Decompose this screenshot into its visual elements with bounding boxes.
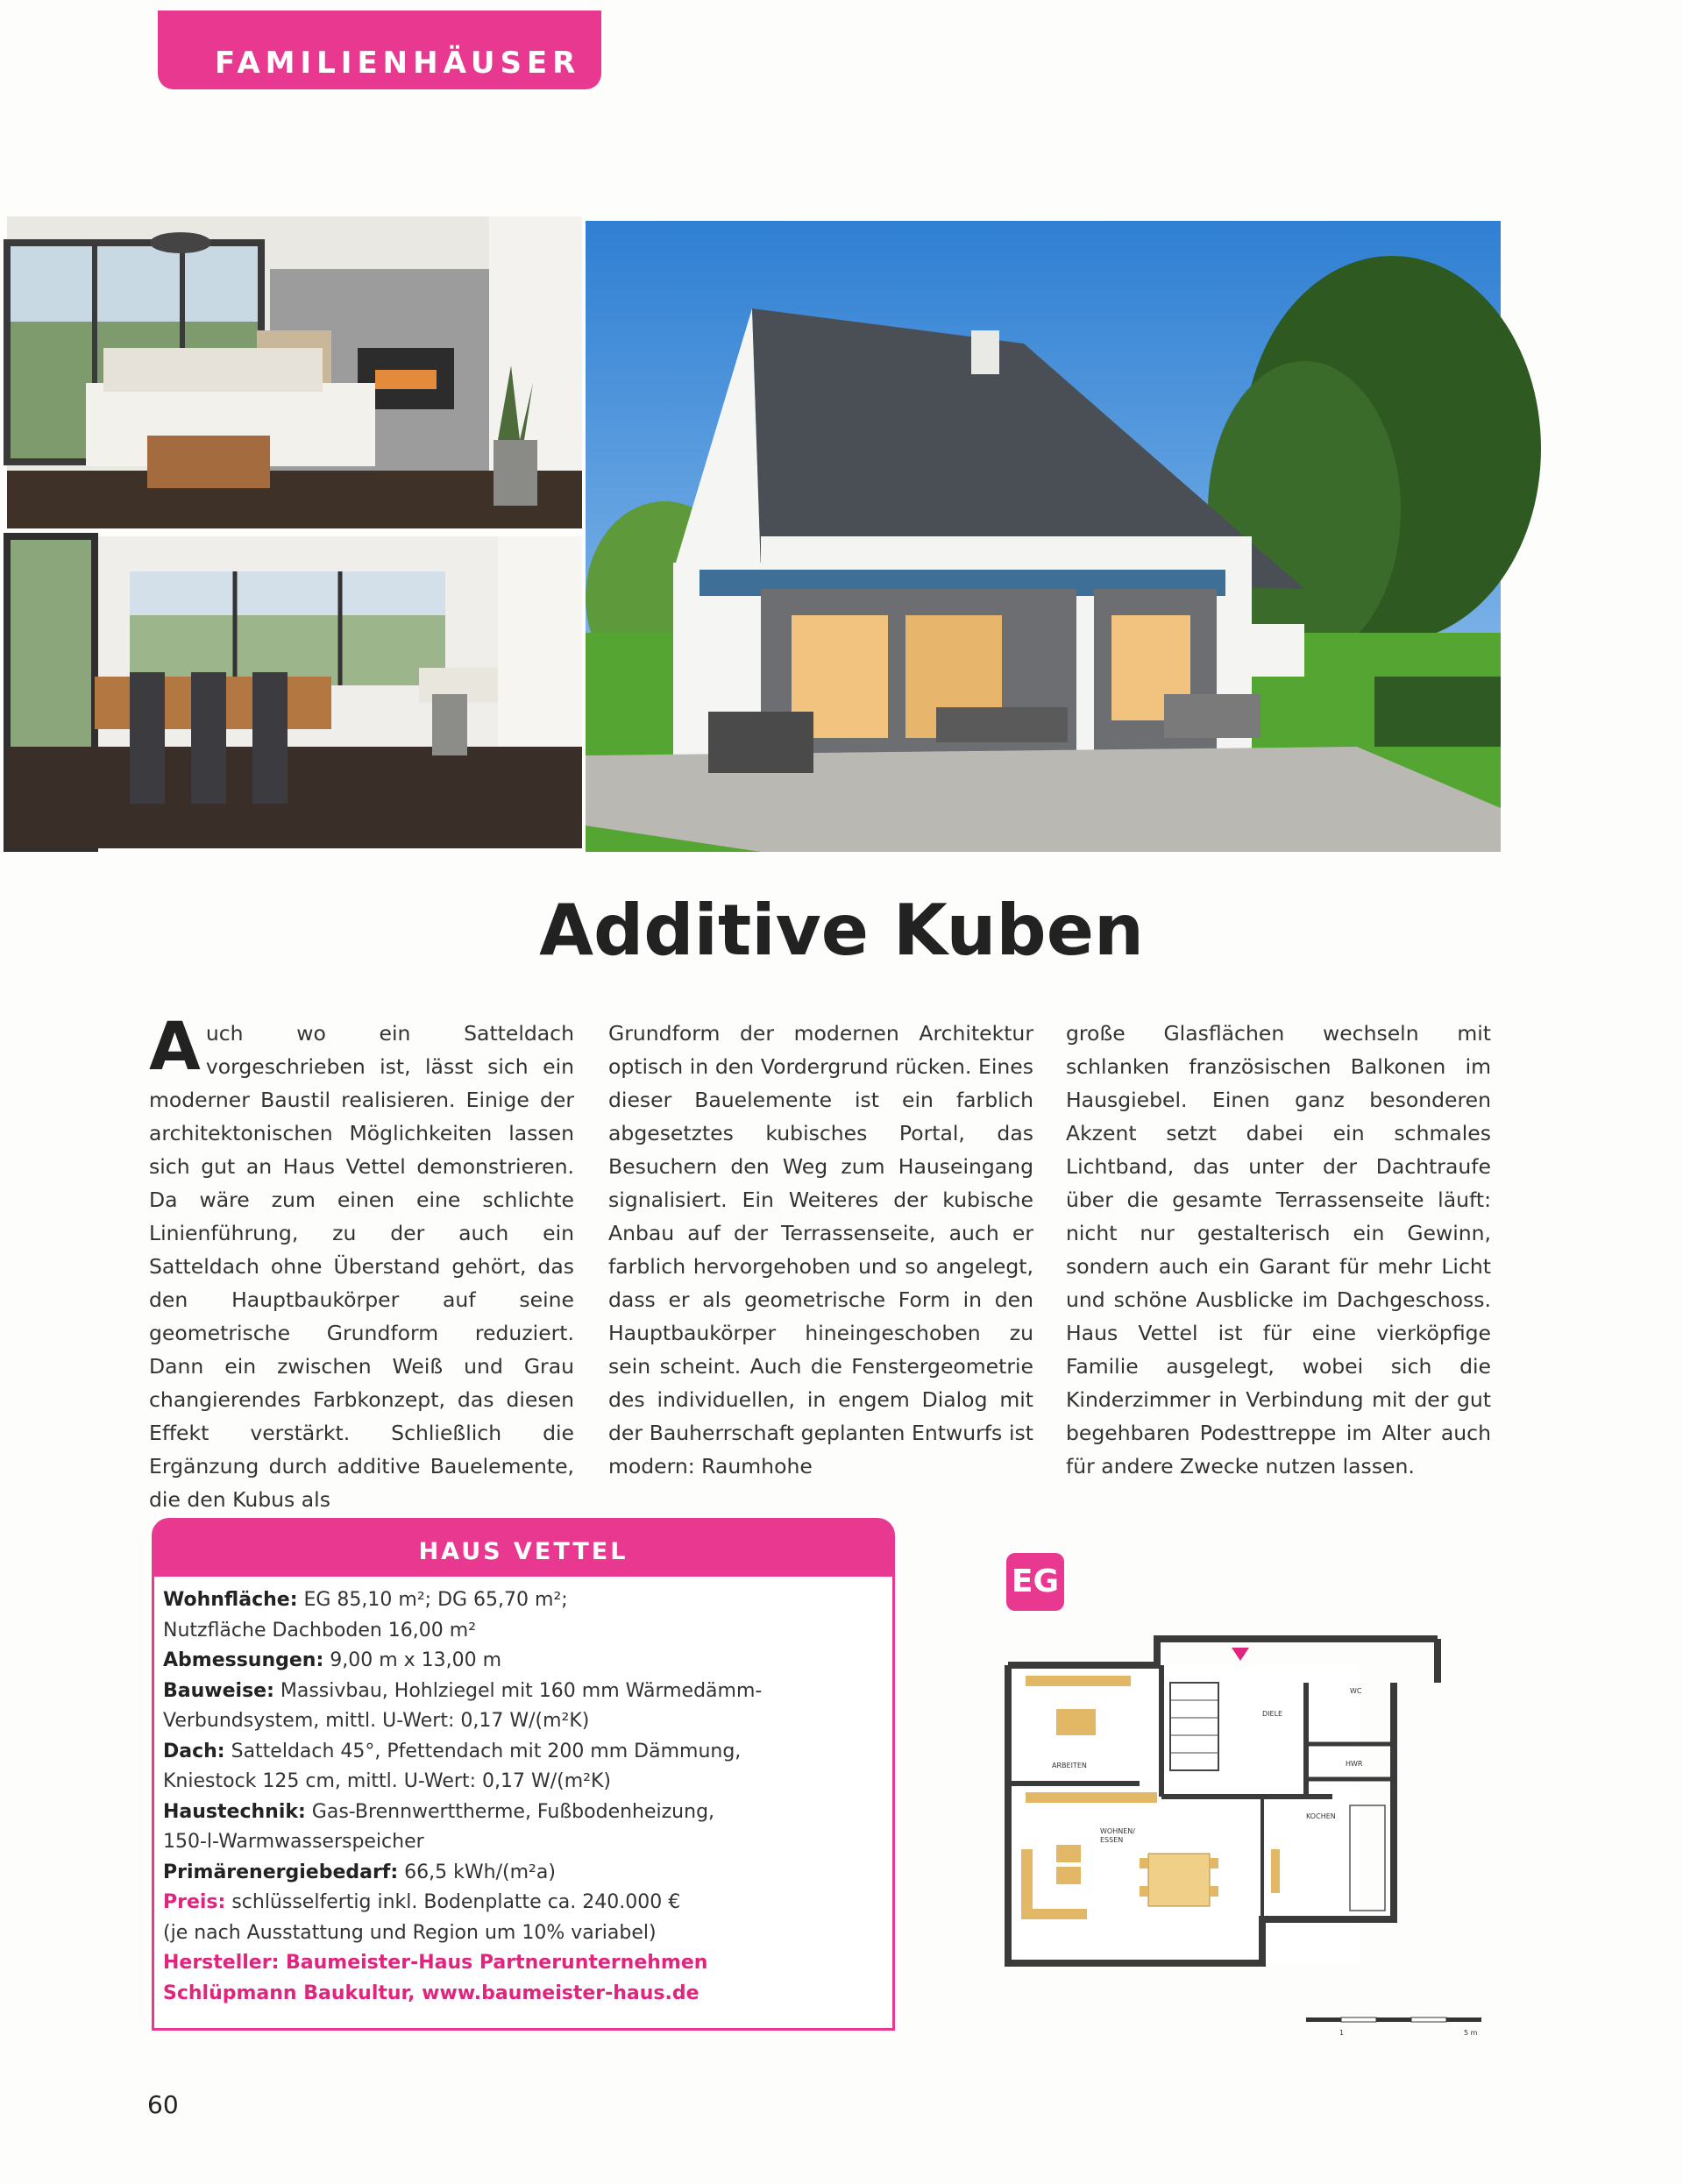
section-tab-label: FAMILIENHÄUSER (215, 46, 581, 81)
floorplan-badge: EG (1006, 1553, 1064, 1611)
fact-dach-cont: Kniestock 125 cm, mittl. U-Wert: 0,17 W/(m²K) (163, 1770, 611, 1792)
room-label-arbeiten: ARBEITEN (1052, 1762, 1087, 1769)
scale-end-label: 5 m (1464, 2029, 1478, 2037)
scale-start-label: 1 (1339, 2029, 1345, 2037)
page-number: 60 (147, 2090, 179, 2119)
room-label-essen: ESSEN (1100, 1836, 1124, 1844)
fact-haustechnik: Haustechnik: Gas-Brennwerttherme, Fußbodenheizung, (163, 1800, 715, 1823)
living-room-photo (7, 216, 582, 528)
scale-bar (1306, 2017, 1481, 2044)
dining-room-photo (7, 536, 582, 848)
fact-abmessungen: Abmessungen: 9,00 m x 13,00 m (163, 1649, 502, 1671)
room-label-hwr: HWR (1346, 1760, 1363, 1768)
floor-plan (999, 1630, 1490, 1998)
fact-preis-cont: (je nach Ausstattung und Region um 10% variabel) (163, 1921, 657, 1944)
fact-hersteller: Hersteller: Baumeister-Haus Partnerunternehmen (163, 1952, 708, 1974)
article-title: Additive Kuben (539, 890, 1144, 971)
fact-primaerenergie: Primärenergiebedarf: 66,5 kWh/(m²a) (163, 1861, 556, 1883)
house-facts-body (154, 1577, 892, 2009)
body-column-1 (149, 1007, 574, 1512)
house-facts-heading: HAUS VETTEL (154, 1521, 892, 1577)
fact-wohnflaeche: Wohnfläche: EG 85,10 m²; DG 65,70 m²; (163, 1589, 568, 1611)
fact-bauweise: Bauweise: Massivbau, Hohlziegel mit 160 mm Wärmedämm- (163, 1679, 763, 1702)
body-column-3: große Glasflächen wechseln mit schlanken französischen Balkonen im Hausgiebel. Einen ganz besonderen Akzent setzt dabei ein schmales Lichtband, das unter der Dachtraufe über die gesamte Terrassenseite läuft: nicht nur gestalterisch ein Gewinn, sondern auch ein Garant für mehr Licht und schöne Ausblicke im Dachgeschoss. Haus Vettel ist für eine vierköpfige Familie ausgelegt, wobei sich die Kinderzimmer in Verbindung mit der gut begehbaren Podesttreppe im Alter auch für andere Zwecke nutzen lassen. (1066, 1021, 1491, 1478)
body-column-2: Grundform der modernen Architektur optisch in den Vordergrund rücken. Eines dieser Bauelemente ist ein farblich abgesetztes kubisches Portal, das Besuchern den Weg zum Hauseingang signalisiert. Ein Weiteres der kubische Anbau auf der Terrassenseite, auch er farblich hervorgehoben und so angelegt, dass er als geometrische Form in den Hauptbaukörper hineingeschoben zu sein scheint. Auch die Fenstergeometrie des individuellen, in engem Dialog mit der Bauherrschaft geplanten Entwurfs ist modern: Raumhohe (608, 1021, 1033, 1478)
house-facts-box (152, 1518, 895, 2031)
room-label-kochen: KOCHEN (1306, 1812, 1336, 1820)
fact-hersteller-link: Schlüpmann Baukultur, www.baumeister-haus.de (163, 1982, 699, 2004)
house-exterior-photo (586, 221, 1501, 852)
fact-preis: Preis: schlüsselfertig inkl. Bodenplatte ca. 240.000 € (163, 1891, 681, 1913)
room-label-wohnen: WOHNEN/ (1100, 1827, 1135, 1835)
drop-cap: A (149, 1007, 201, 1085)
fact-haustechnik-cont: 150-l-Warmwasserspeicher (163, 1831, 424, 1853)
room-label-wc: WC (1350, 1687, 1362, 1695)
room-label-diele: DIELE (1262, 1710, 1283, 1718)
fact-bauweise-cont: Verbundsystem, mittl. U-Wert: 0,17 W/(m²K) (163, 1710, 590, 1732)
fact-dach: Dach: Satteldach 45°, Pfettendach mit 200 mm Dämmung, (163, 1740, 742, 1762)
section-tab (158, 11, 601, 89)
body-column-1-text: uch wo ein Satteldach vorgeschrieben ist, lässt sich ein moderner Baustil realisieren. Einige der architektonischen Möglichkeiten lassen sich gut an Haus Vettel demonstrieren. Da wäre zum einen eine schlichte Linienführung, zu der auch ein Satteldach ohne Überstand gehört, das den Hauptbaukörper auf seine geometrische Grundform reduziert. Dann ein zwischen Weiß und Grau changierendes Farbkonzept, das diesen Effekt verstärkt. Schließlich die Ergänzung durch additive Bauelemente, die den Kubus als (149, 1021, 574, 1512)
fact-nutzflaeche: Nutzfläche Dachboden 16,00 m² (163, 1619, 477, 1642)
